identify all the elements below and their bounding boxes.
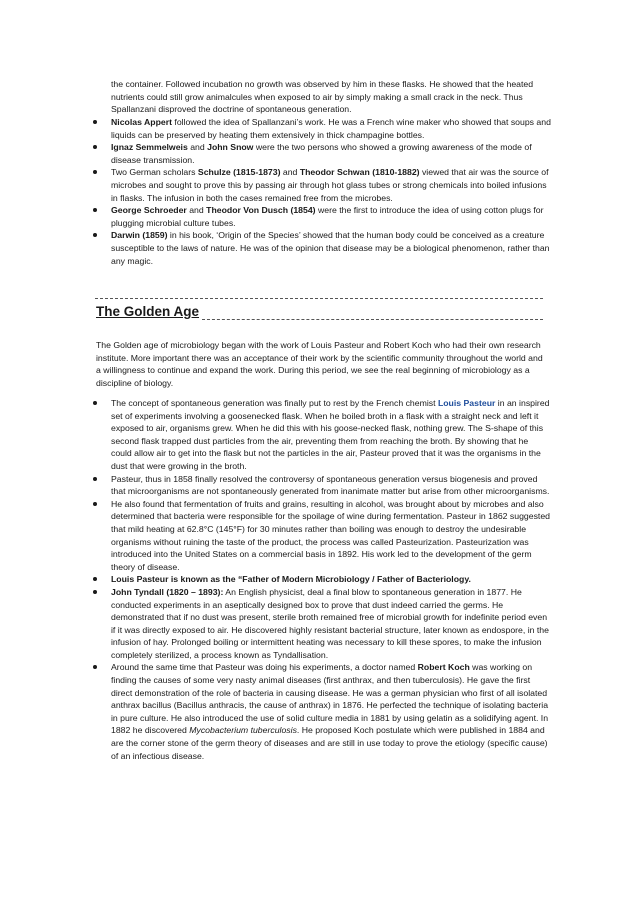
list-item: Nicolas Appert followed the idea of Spallanzani’s work. He was a French wine maker who showed that soups and liquids can be preserved by heating them extensively in thick champagine bottles.	[111, 117, 551, 140]
list-item: Ignaz Semmelweis and John Snow were the two persons who showed a growing awareness of the mode of disease transmission.	[111, 141, 551, 166]
section-heading: The Golden Age	[96, 304, 200, 319]
list-item: Two German scholars Schulze (1815-1873) and Theodor Schwan (1810-1882) viewed that air was the source of microbes and sought to prove this by passing air through hot glass tubes or strong chemicals into boiled infusions in flasks. The infusion in both the cases remained free from the microbes.	[111, 166, 551, 204]
list-item: Louis Pasteur is known as the “Father of Modern Microbiology / Father of Bacteriology.	[111, 573, 551, 586]
intro-paragraph: The Golden age of microbiology began with the work of Louis Pasteur and Robert Koch who had their own research institute. More important there was an acceptance of their work by the scientific community throughout the world and a willingness to continue and expand the work. During this period, we see the real beginning of microbiology as a discipline of biology.	[96, 340, 543, 388]
list-item: He also found that fermentation of fruits and grains, resulting in alcohol, was brought about by microbes and also determined that bacteria were responsible for the spoilage of wine during fermentation. Pasteur in 1862 suggested that mild heating at 62.8°C (145°F) for 30 minutes rather than boiling was enough to destroy the undesirable organisms without ruining the taste of the product, the process was called Pasteurization. Pasteurization was introduced into the United States on a commercial basis in 1892. His work led to the development of the germ theory of disease.	[111, 498, 550, 572]
list-item: Pasteur, thus in 1858 finally resolved the controversy of spontaneous generation versus biogenesis and proved that microorganisms are not spontaneously generated from inanimate matter but arise from other microorganisms.	[111, 473, 550, 497]
continued-paragraph: the container. Followed incubation no growth was observed by him in these flasks. He showed that the heated nutrients could still grow animalcules when exposed to air by simply making a small crack in the neck. Thus Spallanzani disproved the doctrine of spontaneous generation.	[111, 79, 534, 115]
list-item: Darwin (1859) in his book, ‘Origin of the Species’ showed that the human body could be conceived as a creature susceptible to the laws of nature. He was of the opinion that disease may be a biological phenomenon, rather than any magic.	[111, 230, 550, 266]
dashed-divider	[202, 319, 543, 320]
list-item: The concept of spontaneous generation was finally put to rest by the French chemist Louis Pasteur in an inspired set of experiments involving a goosenecked flask. When he boiled broth in a flask with a straight neck and left it exposed to air, organisms grew. When he did this with his goose-necked flask, nothing grew. The S-shape of this second flask trapped dust particles from the air, preventing them from reaching the broth. By showing that he could allow air to get into the flask but not the particles in the air, Pasteur proved that it was the organisms in the dust that were growing in the broth.	[111, 398, 550, 471]
list-item: Around the same time that Pasteur was doing his experiments, a doctor named Robert Koch was working on finding the causes of some very nasty animal diseases (first anthrax, and then tuberculosis). He gave the first direct demonstration of the role of bacteria in causing disease. He was a german physician who first of all isolated anthrax bacillus (Bacillus anthracis, the cause of anthrax) in 1876. He perfected the technique of isolating bacteria in pure culture. He also introduced the use of solid culture media in 1881 by using gelatin as a solidifying agent. In 1882 he discovered Mycobacterium tuberculosis. He proposed Koch postulate which were published in 1884 and are the corner stone of the germ theory of diseases and are still in use today to prove the etiology (specific cause) of an infectious disease.	[111, 661, 551, 762]
dashed-divider	[95, 298, 543, 299]
list-item: George Schroeder and Theodor Von Dusch (1854) were the first to introduce the idea of using cotton plugs for plugging microbial culture tubes.	[111, 204, 551, 229]
golden-age-bullet-list	[111, 397, 551, 762]
louis-pasteur-link[interactable]: Louis Pasteur	[437, 398, 496, 408]
list-item: John Tyndall (1820 – 1893): An English physicist, deal a final blow to spontaneous generation in 1877. He conducted experiments in an aseptically designed box to prove that dust indeed carried the germs. He demonstrated that if no dust was present, sterile broth remained free of microbial growth for indefinite period even if it was directly exposed to air. He discovered highly resistant bacterial structure, later known as endospore, in the infusion of hay. Prolonged boiling or intermittent heating was necessary to kill these spores, to make the infusion completely sterilized, a process known as Tyndallisation.	[111, 586, 551, 662]
history-bullet-list	[111, 116, 551, 267]
